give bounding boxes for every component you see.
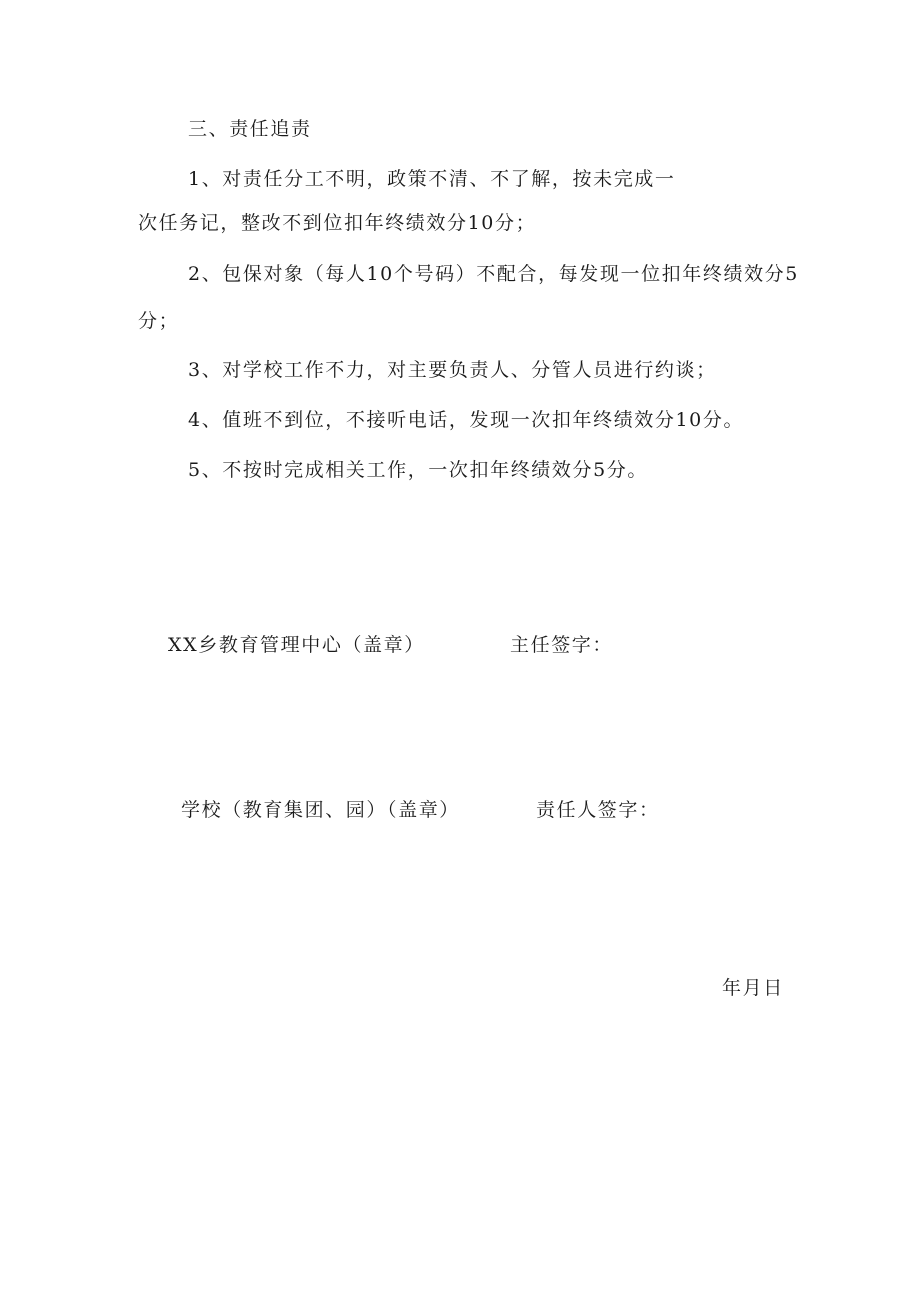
list-item-2-line-2: 分； bbox=[138, 310, 180, 332]
signature-label-director: 主任签字： bbox=[510, 634, 614, 656]
list-item-4: 4、值班不到位，不接听电话，发现一次扣年终绩效分10分。 bbox=[188, 409, 745, 431]
section-heading: 三、责任追责 bbox=[188, 118, 312, 140]
signature-label-responsible-person: 责任人签字： bbox=[536, 799, 660, 821]
date-line: 年月日 bbox=[722, 977, 784, 999]
list-item-1-line-2: 次任务记，整改不到位扣年终绩效分10分； bbox=[138, 212, 537, 234]
signature-org-school: 学校（教育集团、园）（盖章） bbox=[181, 799, 460, 821]
signature-org-education-center: XX乡教育管理中心（盖章） bbox=[168, 634, 425, 656]
list-item-5: 5、不按时完成相关工作，一次扣年终绩效分5分。 bbox=[188, 459, 648, 481]
list-item-2-line-1: 2、包保对象（每人10个号码）不配合，每发现一位扣年终绩效分5 bbox=[188, 263, 799, 285]
list-item-1-line-1: 1、对责任分工不明，政策不清、不了解，按未完成一 bbox=[188, 168, 676, 190]
list-item-3: 3、对学校工作不力，对主要负责人、分管人员进行约谈； bbox=[188, 359, 717, 381]
